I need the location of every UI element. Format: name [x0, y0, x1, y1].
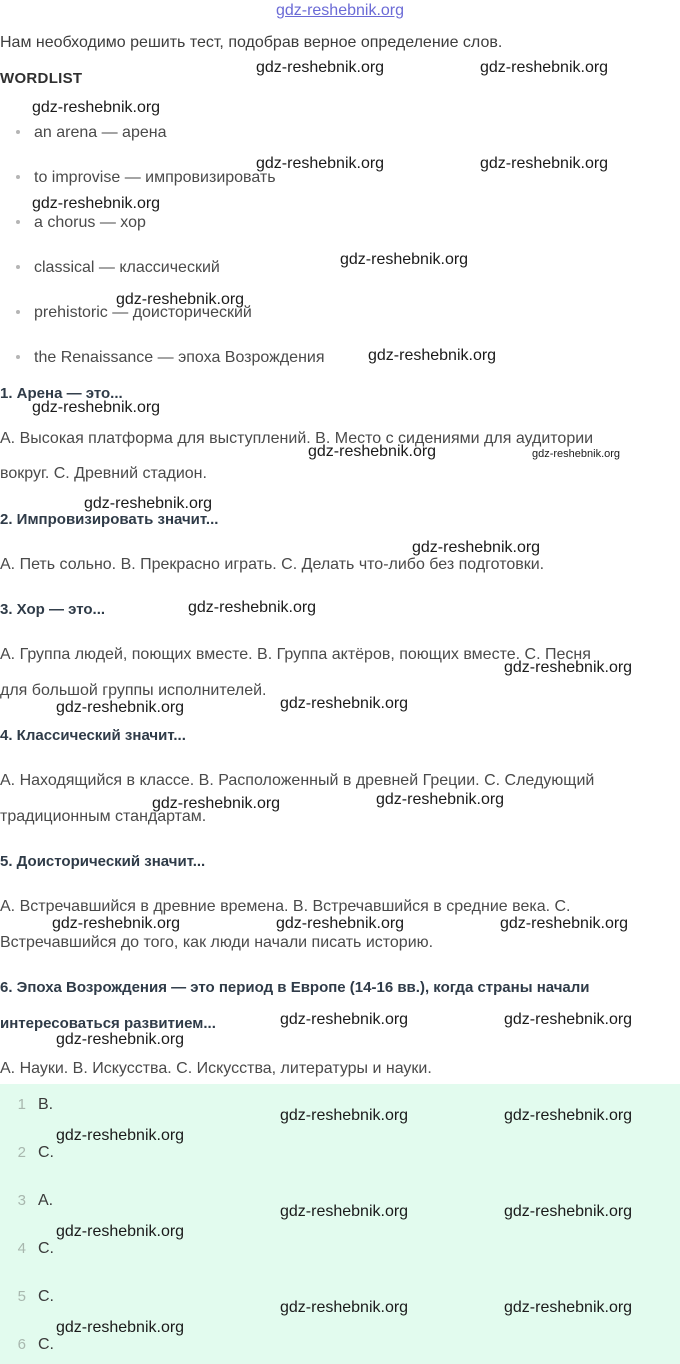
watermark: gdz-reshebnik.org — [56, 1127, 185, 1144]
question-3-options-line-1: A. Группа людей, поющих вместе. B. Группа актёров, поющих вместе. C. Песня — [0, 646, 591, 663]
answer-value: A. — [38, 1192, 54, 1209]
watermark: gdz-reshebnik.org — [308, 443, 437, 460]
watermark: gdz-reshebnik.org — [376, 791, 505, 808]
answer-value: C. — [38, 1288, 54, 1305]
answer-value: B. — [38, 1096, 54, 1113]
answer-value: C. — [38, 1144, 54, 1161]
bullet-icon — [16, 265, 20, 269]
watermark: gdz-reshebnik.org — [276, 915, 405, 932]
bullet-icon — [16, 130, 20, 134]
question-5-options-line-1: A. Встречавшийся в древние времена. B. Встречавшийся в средние века. C. — [0, 898, 571, 915]
watermark: gdz-reshebnik.org — [532, 448, 621, 460]
watermark: gdz-reshebnik.org — [280, 1107, 409, 1124]
wordlist-title: WORDLIST — [0, 70, 83, 87]
watermark: gdz-reshebnik.org — [56, 699, 185, 716]
watermark: gdz-reshebnik.org — [152, 795, 281, 812]
wordlist-item: to improvise — импровизировать — [16, 169, 276, 187]
watermark: gdz-reshebnik.org — [32, 399, 161, 416]
watermark: gdz-reshebnik.org — [504, 1203, 633, 1220]
watermark: gdz-reshebnik.org — [188, 599, 317, 616]
intro-text: Нам необходимо решить тест, подобрав верное определение слов. — [0, 34, 503, 51]
watermark: gdz-reshebnik.org — [32, 99, 161, 116]
question-1-options-line-1: A. Высокая платформа для выступлений. B. Место с сидениями для аудитории — [0, 430, 594, 447]
watermark: gdz-reshebnik.org — [504, 1299, 633, 1316]
watermark: gdz-reshebnik.org — [52, 915, 181, 932]
question-3: 3. Хор — это... — [0, 601, 106, 618]
wordlist-item: an arena — арена — [16, 124, 166, 142]
watermark: gdz-reshebnik.org — [340, 251, 469, 268]
question-4-options-line-1: A. Находящийся в классе. B. Расположенный в древней Греции. C. Следующий — [0, 772, 595, 789]
watermark: gdz-reshebnik.org — [256, 59, 385, 76]
answer-number: 2 — [17, 1144, 26, 1161]
watermark: gdz-reshebnik.org — [480, 155, 609, 172]
question-2-options: A. Петь сольно. B. Прекрасно играть. C. Делать что-либо без подготовки. — [0, 556, 545, 573]
watermark: gdz-reshebnik.org — [56, 1031, 185, 1048]
question-5: 5. Доисторический значит... — [0, 853, 206, 870]
answer-number: 4 — [17, 1240, 26, 1257]
wordlist-item: a chorus — хор — [16, 214, 146, 232]
watermark: gdz-reshebnik.org — [504, 659, 633, 676]
question-4-options-line-2: традиционным стандартам. — [0, 808, 207, 825]
bullet-icon — [16, 220, 20, 224]
watermark: gdz-reshebnik.org — [412, 539, 541, 556]
question-6-line-2: интересоваться развитием... — [0, 1015, 216, 1032]
answer-value: C. — [38, 1336, 54, 1353]
watermark: gdz-reshebnik.org — [280, 695, 409, 712]
question-2: 2. Импровизировать значит... — [0, 511, 219, 528]
answer-number: 5 — [17, 1288, 26, 1305]
question-4: 4. Классический значит... — [0, 727, 186, 744]
bullet-icon — [16, 175, 20, 179]
wordlist-item: classical — классический — [16, 259, 220, 277]
question-3-options-line-2: для большой группы исполнителей. — [0, 682, 267, 699]
question-1: 1. Арена — это... — [0, 385, 123, 402]
watermark: gdz-reshebnik.org — [280, 1203, 409, 1220]
question-1-options-line-2: вокруг. C. Древний стадион. — [0, 465, 207, 482]
watermark: gdz-reshebnik.org — [480, 59, 609, 76]
watermark: gdz-reshebnik.org — [32, 195, 161, 212]
question-6-options: A. Науки. B. Искусства. C. Искусства, литературы и науки. — [0, 1060, 432, 1077]
watermark: gdz-reshebnik.org — [280, 1011, 409, 1028]
bullet-icon — [16, 310, 20, 314]
question-5-options-line-2: Встречавшийся до того, как люди начали писать историю. — [0, 934, 434, 951]
watermark: gdz-reshebnik.org — [84, 495, 213, 512]
answer-number: 3 — [17, 1192, 26, 1209]
watermark: gdz-reshebnik.org — [500, 915, 629, 932]
watermark: gdz-reshebnik.org — [56, 1319, 185, 1336]
answer-number: 1 — [17, 1096, 26, 1113]
watermark: gdz-reshebnik.org — [504, 1011, 633, 1028]
watermark: gdz-reshebnik.org — [256, 155, 385, 172]
question-6-line-1: 6. Эпоха Возрождения — это период в Европе (14-16 вв.), когда страны начали — [0, 979, 590, 996]
watermark: gdz-reshebnik.org — [280, 1299, 409, 1316]
watermark: gdz-reshebnik.org — [368, 347, 497, 364]
wordlist-item: the Renaissance — эпоха Возрождения — [16, 349, 325, 367]
watermark: gdz-reshebnik.org — [116, 291, 245, 308]
watermark: gdz-reshebnik.org — [504, 1107, 633, 1124]
wordlist-item: prehistoric — доисторический — [16, 304, 252, 322]
watermark: gdz-reshebnik.org — [56, 1223, 185, 1240]
answer-value: C. — [38, 1240, 54, 1257]
bullet-icon — [16, 355, 20, 359]
answer-number: 6 — [17, 1336, 26, 1353]
site-logo-link[interactable]: gdz-reshebnik.org — [275, 2, 405, 19]
